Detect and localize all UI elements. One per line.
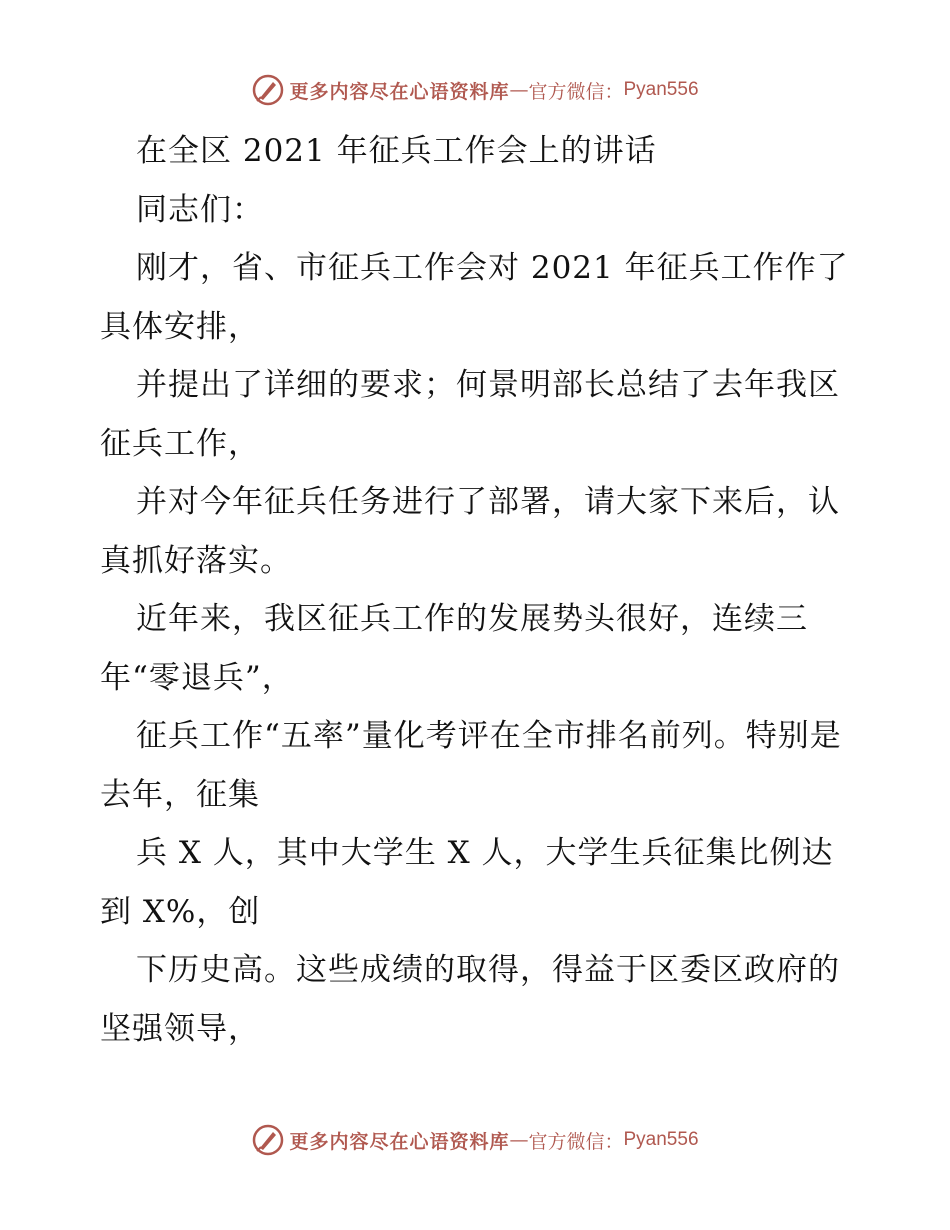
watermark-official: 官方微信： bbox=[528, 1130, 624, 1153]
header-watermark bbox=[0, 70, 950, 110]
paragraph: 征兵工作“五率”量化考评在全市排名前列。特别是去年，征集 bbox=[100, 718, 842, 813]
footer-watermark bbox=[0, 1120, 950, 1160]
document-salutation: 同志们： bbox=[136, 191, 264, 228]
paragraph: 并提出了详细的要求；何景明部长总结了去年我区征兵工作， bbox=[100, 367, 840, 462]
paragraph: 兵 X 人，其中大学生 X 人，大学生兵征集比例达到 X%，创 bbox=[100, 835, 834, 930]
watermark-separator: — bbox=[509, 1129, 529, 1151]
watermark-wechat-id: Pyan556 bbox=[623, 79, 699, 100]
document-body bbox=[100, 122, 860, 1058]
paragraph: 刚才，省、市征兵工作会对 2021 年征兵工作作了具体安排， bbox=[100, 250, 849, 345]
quill-logo-icon bbox=[251, 1123, 285, 1157]
paragraph: 下历史高。这些成绩的取得，得益于区委区政府的坚强领导， bbox=[100, 952, 840, 1047]
watermark-separator: — bbox=[509, 79, 529, 101]
paragraph: 近年来，我区征兵工作的发展势头很好，连续三年“零退兵”， bbox=[100, 601, 808, 696]
watermark-wechat-id: Pyan556 bbox=[623, 1129, 699, 1150]
watermark-brand: 更多内容尽在心语资料库 bbox=[289, 1130, 510, 1153]
paragraph: 并对今年征兵任务进行了部署，请大家下来后，认真抓好落实。 bbox=[100, 484, 840, 579]
watermark-official: 官方微信： bbox=[528, 80, 624, 103]
document-title: 在全区 2021 年征兵工作会上的讲话 bbox=[136, 133, 657, 169]
quill-logo-icon bbox=[251, 73, 285, 107]
watermark-brand: 更多内容尽在心语资料库 bbox=[289, 80, 510, 103]
